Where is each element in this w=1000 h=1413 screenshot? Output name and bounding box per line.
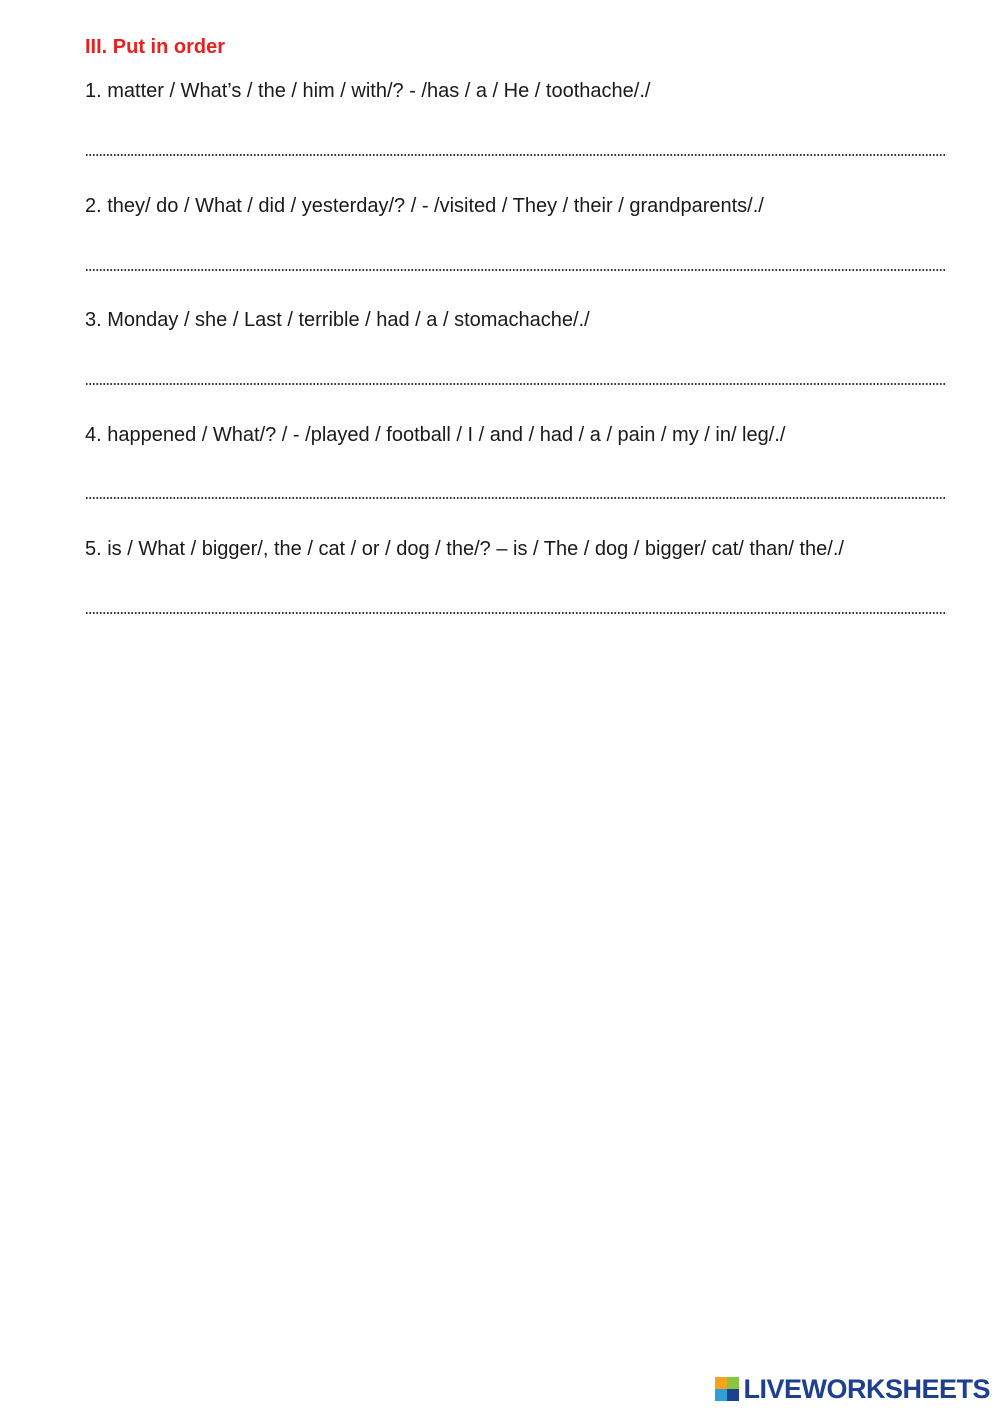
answer-line-1[interactable] bbox=[85, 154, 947, 156]
answer-line-3[interactable] bbox=[85, 383, 947, 385]
question-1: 1. matter / What’s / the / him / with/? - /has / a / He / toothache/./ bbox=[85, 80, 651, 102]
brand-text: LIVEWORKSHEETS bbox=[743, 1373, 990, 1404]
question-2: 2. they/ do / What / did / yesterday/? / - /visited / They / their / grandparents/./ bbox=[85, 195, 764, 217]
question-5: 5. is / What / bigger/, the / cat / or / dog / the/? – is / The / dog / bigger/ cat/ than/ the/./ bbox=[85, 538, 844, 560]
section-title: III. Put in order bbox=[85, 36, 226, 58]
answer-line-4[interactable] bbox=[85, 497, 947, 499]
answer-line-5[interactable] bbox=[85, 612, 947, 614]
question-3: 3. Monday / she / Last / terrible / had / a / stomachache/./ bbox=[85, 309, 590, 331]
liveworksheets-logo-icon bbox=[715, 1377, 739, 1401]
question-4: 4. happened / What/? / - /played / football / I / and / had / a / pain / my / in/ leg/./ bbox=[85, 424, 786, 446]
answer-line-2[interactable] bbox=[85, 269, 947, 271]
liveworksheets-logo bbox=[715, 1374, 990, 1404]
